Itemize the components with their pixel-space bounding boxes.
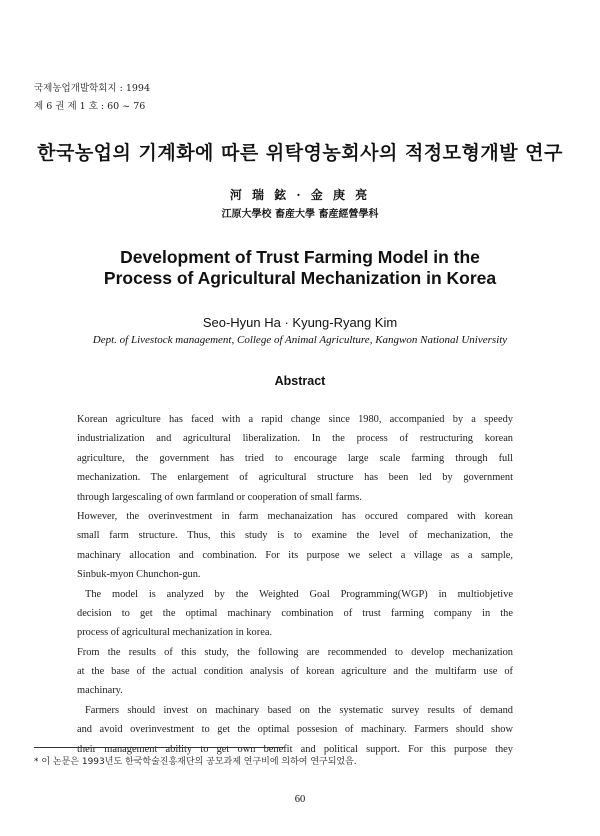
journal-name: 국제농업개발학회지 : 1994 — [34, 83, 151, 94]
korean-title: 한국농업의 기계화에 따른 위탁영농회사의 적정모형개발 연구 — [37, 142, 563, 164]
english-affiliation: Dept. of Livestock management, College of Animal Agriculture, Kangwon National University — [92, 334, 508, 346]
journal-info — [34, 80, 150, 116]
abstract-line: machinary allocation and combination. For its purpose we select a village as a sample, — [77, 549, 513, 561]
abstract-line: Farmers should invest on machinary based on the systematic survey results of demand — [85, 704, 513, 716]
abstract-line: Korean agriculture has faced with a rapid change since 1980, accompanied by a speedy — [77, 414, 513, 425]
abstract-line: and avoid overinvestment to get the optimal possesion of machinary. Farmers should show — [77, 724, 513, 736]
abstract-line: at the base of the actual condition analysis of korean agriculture and the multifarm use of — [77, 666, 513, 678]
english-title-line: Process of Agricultural Mechanization in Korea — [103, 268, 497, 288]
abstract-line: their management ability to get own benefit and political support. For this purpose they — [77, 743, 513, 755]
abstract-line: mechanization. The enlargement of agricultural structure has been led by government — [77, 472, 513, 484]
abstract-line: agriculture, the government has tried to encourage large scale farming through full — [77, 452, 513, 464]
korean-authors: 河 瑞 鉉 · 金 庚 亮 — [229, 188, 371, 202]
abstract-line: From the results of this study, the following are recommended to develop mechanization — [77, 646, 513, 658]
english-title-line: Development of Trust Farming Model in the — [120, 247, 480, 267]
korean-affiliation: 江原大學校 畜産大學 畜産經營學科 — [221, 209, 379, 220]
abstract-line: industrialization and agricultural liberalization. In the process of restructuring korean — [77, 433, 513, 445]
english-authors: Seo-Hyun Ha · Kyung-Ryang Kim — [202, 315, 398, 330]
abstract-line: decision to get the optimal machinary combination of trust farming company in the — [77, 607, 513, 619]
abstract-line: small farm structure. Thus, this study is to examine the level of mechanization, the — [77, 530, 513, 542]
english-title — [0, 247, 600, 289]
page-number: 60 — [294, 794, 306, 805]
abstract-line: machinary. — [77, 685, 123, 697]
abstract-line: However, the overinvestment in farm mechanaization has occured compared with korean — [77, 510, 513, 522]
abstract-line: process of agricultural mechanization in korea. — [77, 627, 273, 639]
journal-volume: 제 6 권 제 1 호 : 60 ~ 76 — [34, 101, 146, 112]
abstract-line: through largescaling of own farmland or cooperation of small farms. — [77, 491, 362, 503]
abstract-line: The model is analyzed by the Weighted Goal Programming(WGP) in multiobjetive — [85, 588, 513, 600]
abstract-line: Sinbuk-myon Chunchon-gun. — [77, 569, 201, 581]
footnote: * 이 논문은 1993년도 한국학술진흥재단의 공모과제 연구비에 의하여 연구되었음. — [34, 757, 357, 767]
abstract-body — [77, 410, 513, 759]
footnote-divider — [34, 747, 284, 748]
abstract-heading: Abstract — [274, 374, 326, 388]
